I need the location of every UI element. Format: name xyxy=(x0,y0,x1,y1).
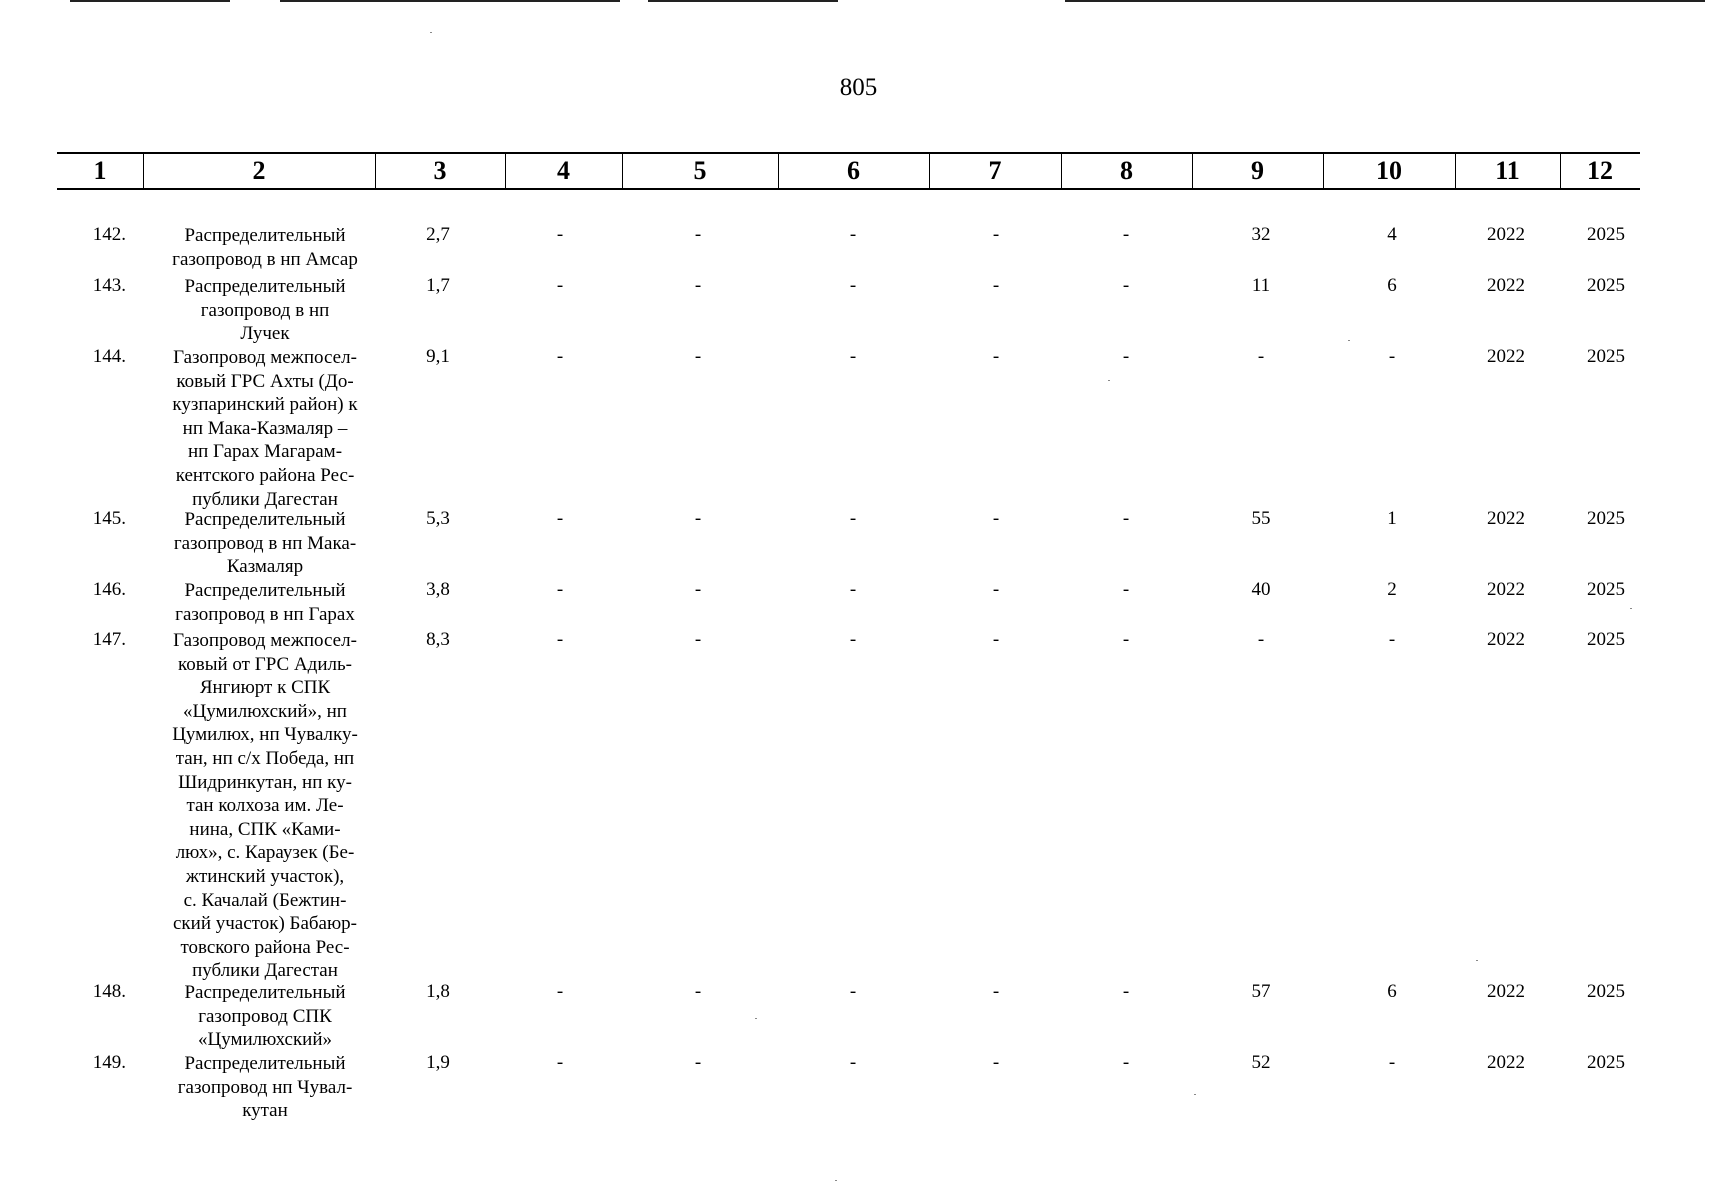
column-header-5: 5 xyxy=(693,156,707,185)
cell-col-10: 1 xyxy=(1387,508,1397,529)
column-header-12: 12 xyxy=(1587,156,1613,185)
cell-col-6: - xyxy=(849,224,857,245)
cell-col-11: 2022 xyxy=(1487,346,1525,367)
cell-col-3: 9,1 xyxy=(426,346,450,367)
row-number: 146. xyxy=(92,579,126,600)
cell-col-6: - xyxy=(849,579,857,600)
cell-col-9: 11 xyxy=(1251,275,1271,296)
object-name xyxy=(150,275,380,346)
cell-col-12: 2025 xyxy=(1587,629,1625,650)
column-header-6: 6 xyxy=(847,156,860,185)
cell-col-6: - xyxy=(849,1052,857,1073)
cell-col-3: 1,8 xyxy=(426,981,450,1002)
cell-col-5: - xyxy=(694,224,702,245)
cell-col-7: - xyxy=(992,981,1000,1002)
object-name xyxy=(150,508,380,579)
object-name-line: Казмаляр xyxy=(226,556,304,578)
cell-col-8: - xyxy=(1122,508,1130,529)
cell-col-10: - xyxy=(1388,346,1396,367)
cell-col-10: - xyxy=(1388,1052,1396,1073)
cell-col-6: - xyxy=(849,508,857,529)
object-name-line: Распределительный xyxy=(184,509,346,530)
object-name xyxy=(150,1052,380,1123)
object-name-line: кутан xyxy=(242,1100,288,1122)
object-name-line: Газопровод межпосел- xyxy=(173,347,357,368)
page-number: 805 xyxy=(839,74,878,101)
cell-col-11: 2022 xyxy=(1487,981,1525,1002)
cell-col-5: - xyxy=(694,275,702,296)
object-name-line: ский участок) Бабаюр- xyxy=(173,913,357,935)
scan-edge xyxy=(70,0,230,2)
column-header-11: 11 xyxy=(1495,156,1520,185)
object-name xyxy=(150,579,380,626)
cell-col-5: - xyxy=(694,579,702,600)
cell-col-7: - xyxy=(992,508,1000,529)
row-number: 143. xyxy=(92,275,126,296)
cell-col-9: - xyxy=(1257,629,1265,650)
object-name xyxy=(150,346,380,511)
object-name-line: люх», с. Караузек (Бе- xyxy=(175,842,355,864)
cell-col-12: 2025 xyxy=(1587,346,1625,367)
cell-col-8: - xyxy=(1122,224,1130,245)
object-name-line: газопровод в нп Мака- xyxy=(173,532,357,554)
row-number: 148. xyxy=(92,981,126,1002)
cell-col-4: - xyxy=(556,346,564,367)
cell-col-11: 2022 xyxy=(1487,508,1525,529)
cell-col-12: 2025 xyxy=(1587,508,1625,529)
cell-col-10: - xyxy=(1388,629,1396,650)
object-name-line: публики Дагестан xyxy=(192,960,338,982)
cell-col-12: 2025 xyxy=(1587,275,1625,296)
cell-col-8: - xyxy=(1122,275,1130,296)
object-name-line: газопровод в нп xyxy=(200,299,330,321)
cell-col-3: 3,8 xyxy=(426,579,450,600)
scan-edge xyxy=(648,0,838,2)
object-name-line: ковый ГРС Ахты (До- xyxy=(176,370,354,392)
cell-col-4: - xyxy=(556,1052,564,1073)
cell-col-11: 2022 xyxy=(1487,1052,1525,1073)
cell-col-8: - xyxy=(1122,346,1130,367)
cell-col-5: - xyxy=(694,508,702,529)
object-name-line: Распределительный xyxy=(184,1053,346,1074)
scan-speck xyxy=(1348,340,1350,341)
object-name-line: ковый от ГРС Адиль- xyxy=(178,653,352,675)
cell-col-9: 52 xyxy=(1251,1052,1271,1073)
table-header xyxy=(57,152,1640,190)
scan-speck xyxy=(1194,1094,1196,1095)
scan-speck xyxy=(430,32,432,33)
object-name-line: «Цумилюхский» xyxy=(197,1029,333,1051)
object-name-line: Цумилюх, нп Чувалку- xyxy=(172,724,358,746)
object-name-line: «Цумилюхский», нп xyxy=(183,700,347,722)
object-name-line: газопровод в нп Гарах xyxy=(175,603,355,625)
scan-edge xyxy=(1065,0,1705,2)
cell-col-10: 6 xyxy=(1387,981,1397,1002)
cell-col-4: - xyxy=(556,579,564,600)
cell-col-3: 1,7 xyxy=(426,275,450,296)
object-name-line: газопровод в нп Амсар xyxy=(172,248,358,270)
object-name-line: Газопровод межпосел- xyxy=(173,630,357,651)
cell-col-8: - xyxy=(1122,629,1130,650)
cell-col-6: - xyxy=(849,275,857,296)
column-header-7: 7 xyxy=(988,156,1002,185)
object-name-line: газопровод нп Чувал- xyxy=(177,1076,353,1098)
object-name-line: жтинский участок), xyxy=(185,865,345,887)
cell-col-12: 2025 xyxy=(1587,981,1625,1002)
cell-col-9: 40 xyxy=(1251,579,1271,600)
cell-col-10: 2 xyxy=(1387,579,1397,600)
object-name-line: тан, нп с/х Победа, нп xyxy=(175,747,355,769)
cell-col-10: 6 xyxy=(1387,275,1397,296)
cell-col-3: 1,9 xyxy=(426,1052,450,1073)
cell-col-8: - xyxy=(1122,579,1130,600)
object-name-line: Распределительный xyxy=(184,580,346,601)
column-header-4: 4 xyxy=(557,156,570,185)
column-header-8: 8 xyxy=(1120,156,1133,185)
cell-col-7: - xyxy=(992,275,1000,296)
scan-speck xyxy=(835,1180,837,1181)
cell-col-5: - xyxy=(694,1052,702,1073)
cell-col-12: 2025 xyxy=(1587,579,1625,600)
object-name-line: товского района Рес- xyxy=(180,936,350,958)
cell-col-5: - xyxy=(694,346,702,367)
scan-edge xyxy=(280,0,620,2)
cell-col-12: 2025 xyxy=(1587,1052,1625,1073)
row-number: 144. xyxy=(92,346,126,367)
cell-col-5: - xyxy=(694,629,702,650)
object-name-line: кентского района Рес- xyxy=(175,464,355,486)
object-name-line: с. Качалай (Бежтин- xyxy=(183,889,347,911)
cell-col-11: 2022 xyxy=(1487,224,1525,245)
object-name xyxy=(150,224,380,271)
column-header-2: 2 xyxy=(252,156,266,185)
object-name-line: нп Гарах Магарам- xyxy=(187,441,343,463)
cell-col-4: - xyxy=(556,224,564,245)
object-name xyxy=(150,981,380,1052)
cell-col-7: - xyxy=(992,346,1000,367)
object-name-line: кузпаринский район) к xyxy=(172,394,358,416)
scan-speck xyxy=(1630,608,1632,609)
scan-speck xyxy=(755,1018,757,1019)
cell-col-4: - xyxy=(556,275,564,296)
cell-col-7: - xyxy=(992,579,1000,600)
column-header-3: 3 xyxy=(433,156,447,185)
cell-col-11: 2022 xyxy=(1487,629,1525,650)
cell-col-3: 5,3 xyxy=(426,508,450,529)
object-name-line: Шидринкутан, нп ку- xyxy=(178,771,352,793)
scan-speck xyxy=(1476,960,1478,961)
cell-col-10: 4 xyxy=(1387,224,1397,245)
cell-col-11: 2022 xyxy=(1487,579,1525,600)
cell-col-5: - xyxy=(694,981,702,1002)
cell-col-6: - xyxy=(849,629,857,650)
object-name xyxy=(150,629,380,983)
cell-col-6: - xyxy=(849,981,857,1002)
cell-col-7: - xyxy=(992,224,1000,245)
object-name-line: Распределительный xyxy=(184,225,346,246)
cell-col-9: 32 xyxy=(1251,224,1271,245)
cell-col-12: 2025 xyxy=(1587,224,1625,245)
object-name-line: тан колхоза им. Ле- xyxy=(186,795,344,817)
object-name-line: Янгиюрт к СПК xyxy=(199,677,331,699)
object-name-line: Лучек xyxy=(240,323,290,345)
object-name-line: публики Дагестан xyxy=(192,488,338,510)
column-header-1: 1 xyxy=(93,156,107,185)
cell-col-3: 8,3 xyxy=(426,629,450,650)
row-number: 145. xyxy=(92,508,126,529)
object-name-line: нп Мака-Казмаляр – xyxy=(182,417,348,439)
object-name-line: Распределительный xyxy=(184,982,346,1003)
row-number: 149. xyxy=(92,1052,126,1073)
cell-col-4: - xyxy=(556,629,564,650)
cell-col-3: 2,7 xyxy=(426,224,450,245)
cell-col-8: - xyxy=(1122,981,1130,1002)
object-name-line: нина, СПК «Ками- xyxy=(189,818,341,840)
cell-col-6: - xyxy=(849,346,857,367)
cell-col-7: - xyxy=(992,1052,1000,1073)
cell-col-9: 57 xyxy=(1251,981,1271,1002)
cell-col-7: - xyxy=(992,629,1000,650)
column-header-10: 10 xyxy=(1376,156,1402,185)
object-name-line: газопровод СПК xyxy=(198,1005,332,1027)
cell-col-4: - xyxy=(556,508,564,529)
row-number: 142. xyxy=(92,224,126,245)
cell-col-9: - xyxy=(1257,346,1265,367)
cell-col-8: - xyxy=(1122,1052,1130,1073)
cell-col-11: 2022 xyxy=(1487,275,1525,296)
cell-col-9: 55 xyxy=(1251,508,1271,529)
column-header-9: 9 xyxy=(1251,156,1264,185)
object-name-line: Распределительный xyxy=(184,276,346,297)
scan-speck xyxy=(1108,380,1110,381)
cell-col-4: - xyxy=(556,981,564,1002)
row-number: 147. xyxy=(92,629,126,650)
